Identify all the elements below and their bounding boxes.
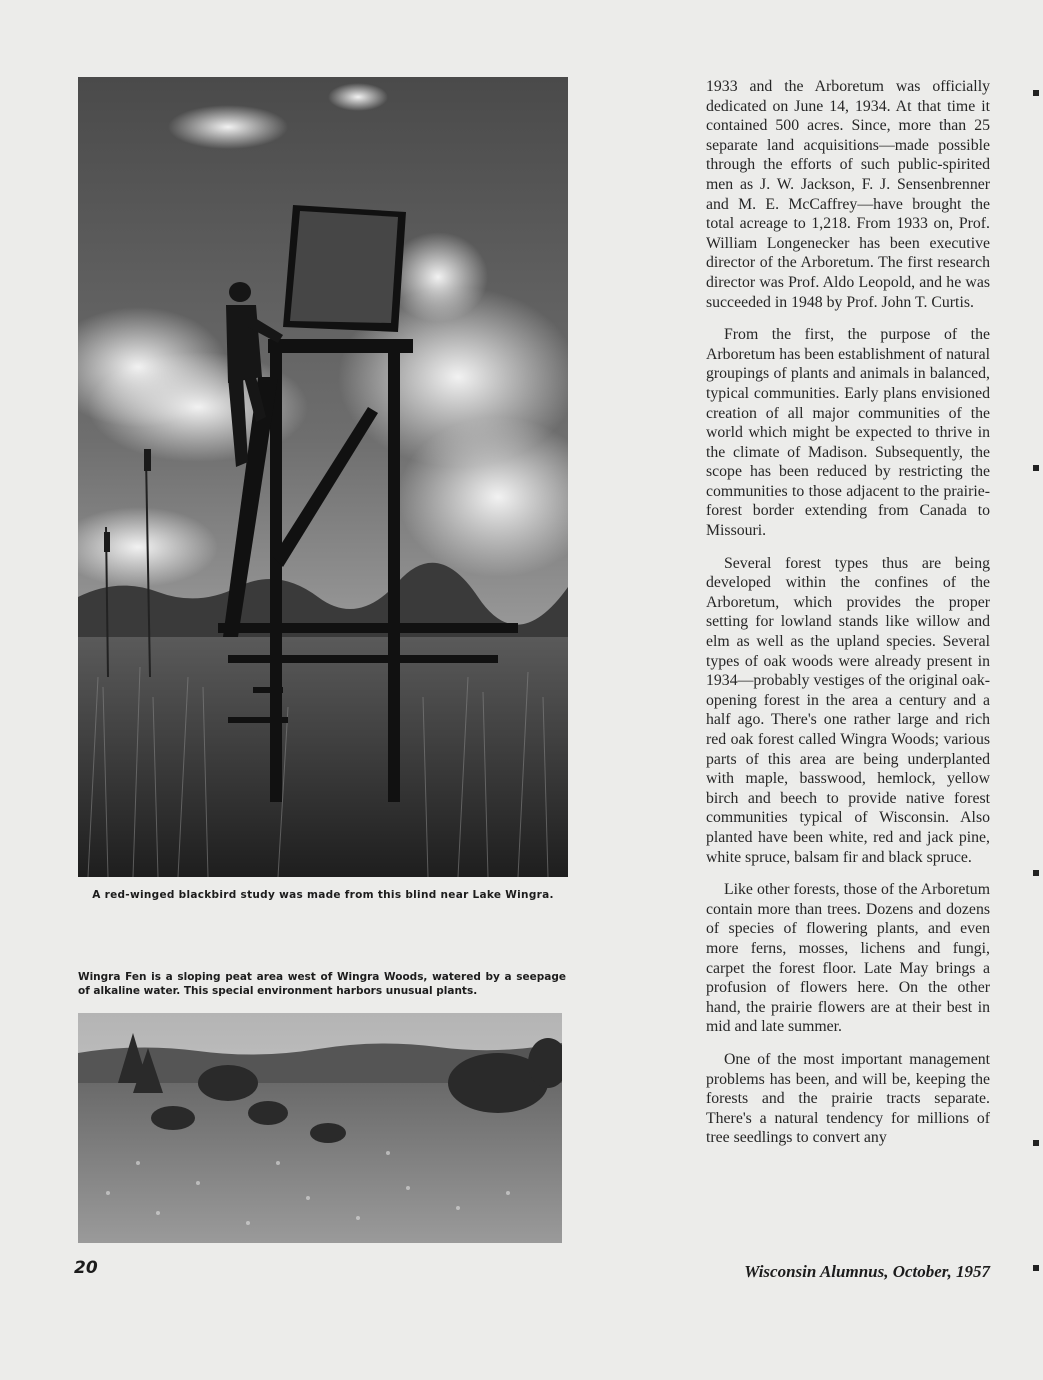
edge-mark bbox=[1033, 465, 1039, 471]
article-paragraph: Several forest types thus are being developed within the confines of the Arboretum, which provides the proper setting for lowland stands like willow and elm as well as the upland species. Several types of oak woods were already present in 1934—probably vestiges of the original oak-opening forest in the area a century and a half ago. There's one rather large and rich red oak forest called Wingra Woods; various parts of this area are being underplanted with maple, basswood, hemlock, yellow birch and beech to provide native forest communities typical of Wisconsin. Also planted have been white, red and jack pine, white spruce, balsam fir and black spruce. bbox=[706, 554, 990, 866]
fen-photo-image bbox=[78, 1013, 562, 1243]
edge-mark bbox=[1033, 1265, 1039, 1271]
article-column bbox=[706, 77, 990, 1161]
edge-mark bbox=[1033, 1140, 1039, 1146]
article-paragraph: 1933 and the Arboretum was officially dedicated on June 14, 1934. At that time it contained 500 acres. Since, more than 25 separate land acquisitions—made possible through the efforts of such public-spirited men as J. W. Jackson, F. J. Sensenbrenner and M. E. McCaffrey—have brought the total acreage to 1,218. From 1933 on, Prof. William Longenecker has been executive director of the Arboretum. The first research director was Prof. Aldo Leopold, and he was succeeded in 1948 by Prof. John T. Curtis. bbox=[706, 78, 990, 311]
edge-mark bbox=[1033, 870, 1039, 876]
article-paragraph: Like other forests, those of the Arboretum contain more than trees. Dozens and dozens of species of flowering plants, and even more ferns, mosses, lichens and fungi, carpet the forest floor. Late May brings a profusion of flowers here. On the other hand, the prairie flowers are at their best in mid and late summer. bbox=[706, 881, 990, 1036]
article-paragraph: From the first, the purpose of the Arboretum has been establishment of natural groupings of plants and animals in balanced, typical communities. Early plans envisioned creation of all major communities of the world which might be expected to thrive in the climate of Madison. Subsequently, the scope has been reduced by restricting the communities to those adjacent to the prairie-forest border extending from Canada to Missouri. bbox=[706, 326, 990, 540]
publication-footer: Wisconsin Alumnus, October, 1957 bbox=[744, 1262, 990, 1281]
blind-photo-image bbox=[78, 77, 568, 877]
article-paragraph: One of the most important management problems has been, and will be, keeping the forests and the prairie tracts separate. There's a natural tendency for millions of tree seedlings to convert any bbox=[706, 1050, 990, 1147]
edge-mark bbox=[1033, 90, 1039, 96]
blind-photo bbox=[78, 77, 568, 877]
fen-photo bbox=[78, 1013, 562, 1243]
fen-photo-caption: Wingra Fen is a sloping peat area west of Wingra Woods, watered by a seepage of alkaline water. This special environment harbors unusual plants. bbox=[78, 971, 566, 997]
blind-photo-caption: A red-winged blackbird study was made from this blind near Lake Wingra. bbox=[92, 889, 554, 901]
page-number: 20 bbox=[74, 1258, 98, 1278]
